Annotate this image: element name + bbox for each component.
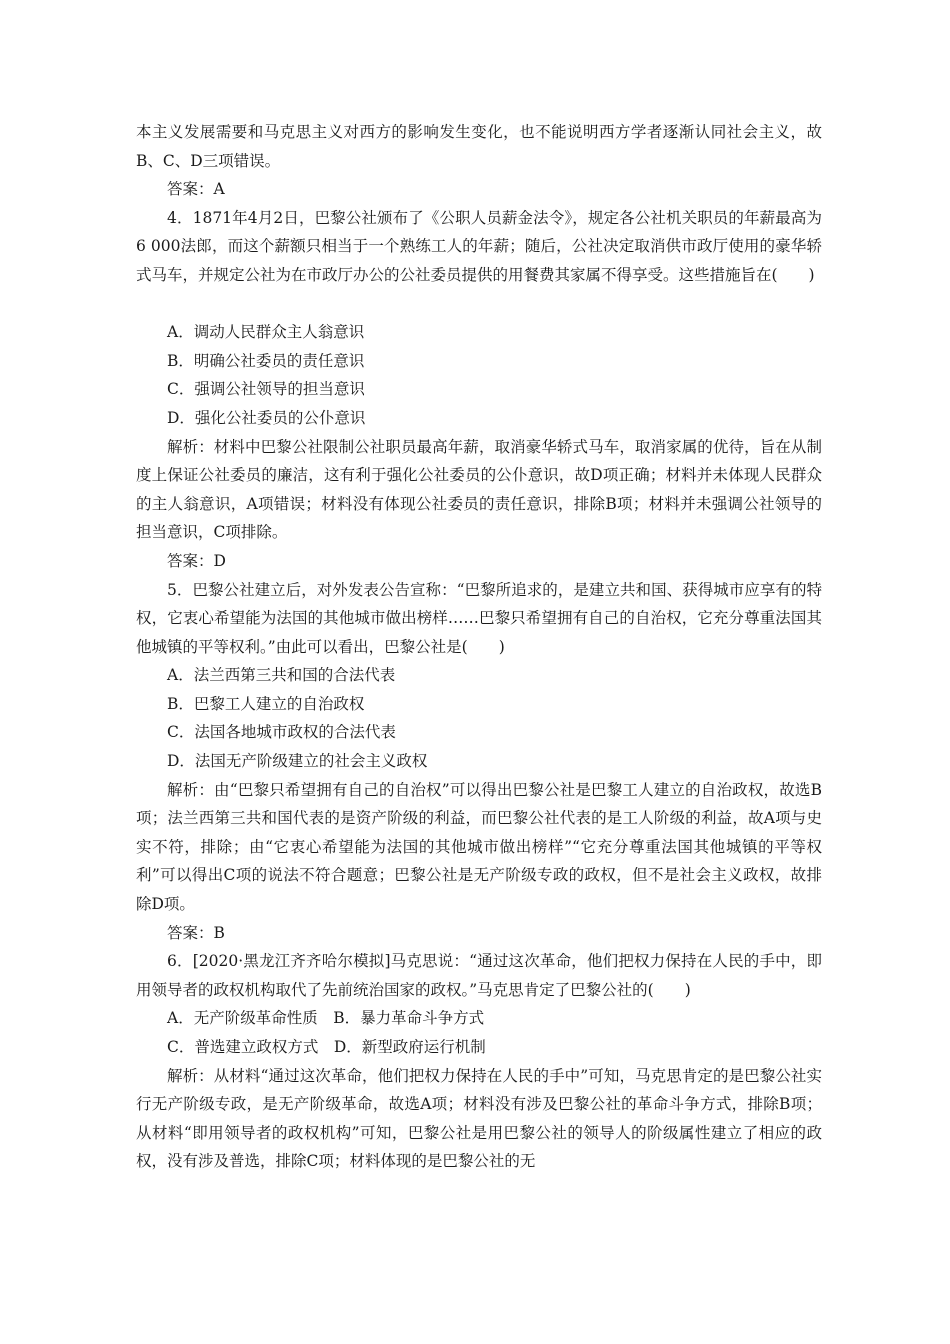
paragraph: 答案：A	[167, 180, 225, 199]
paragraph: 解析：从材料“通过这次革命，他们把权力保持在人民的手中”可知，马克思肯定的是巴黎公社实行无产阶级专政，是无产阶级革命，故选A项；材料没有涉及巴黎公社的革命斗争方式，排除B项；从材料“即用领导者的政权机构”可知，巴黎公社是用巴黎公社的领导人的阶级属性建立了相应的政权，没有涉及普选，排除C项；材料体现的是巴黎公社的无	[136, 1066, 822, 1171]
paragraph: A．法兰西第三共和国的合法代表	[167, 666, 396, 685]
paragraph: A．调动人民群众主人翁意识	[167, 323, 365, 342]
paragraph: 解析：由“巴黎只希望拥有自己的自治权”可以得出巴黎公社是巴黎工人建立的自治政权，故选B项；法兰西第三共和国代表的是资产阶级的利益，而巴黎公社代表的是工人阶级的利益，故A项与史实不符，排除；由“它衷心希望能为法国的其他城市做出榜样”“它充分尊重法国其他城镇的平等权利”可以得出C项的说法不符合题意；巴黎公社是无产阶级专政的政权，但不是社会主义政权，故排除D项。	[136, 780, 822, 914]
paragraph: 5．巴黎公社建立后，对外发表公告宣称：“巴黎所追求的，是建立共和国、获得城市应享有的特权，它衷心希望能为法国的其他城市做出榜样……巴黎只希望拥有自己的自治权，它充分尊重法国其他城镇的平等权利。”由此可以看出，巴黎公社是( )	[136, 580, 822, 656]
paragraph: 解析：材料中巴黎公社限制公社职员最高年薪，取消豪华轿式马车，取消家属的优待，旨在从制度上保证公社委员的廉洁，这有利于强化公社委员的公仆意识，故D项正确；材料并未体现人民群众的主人翁意识，A项错误；材料没有体现公社委员的责任意识，排除B项；材料并未强调公社领导的担当意识，C项排除。	[136, 437, 822, 542]
paragraph: D．强化公社委员的公仆意识	[167, 408, 366, 427]
paragraph: 本主义发展需要和马克思主义对西方的影响发生变化，也不能说明西方学者逐渐认同社会主义，故B、C、D三项错误。	[136, 123, 822, 170]
paragraph: D．法国无产阶级建立的社会主义政权	[167, 752, 428, 771]
paragraph: 答案：D	[167, 551, 226, 570]
paragraph: B．明确公社委员的责任意识	[167, 351, 365, 370]
paragraph: 4．1871年4月2日，巴黎公社颁布了《公职人员薪金法令》，规定各公社机关职员的年薪最高为6 000法郎，而这个薪额只相当于一个熟练工人的年薪；随后，公社决定取消供市政厅使用的豪华轿式马车，并规定公社为在市政厅办公的公社委员提供的用餐费其家属不得享受。这些措施旨在( )	[136, 208, 822, 284]
blank-line	[136, 290, 822, 319]
paragraph: 6．[2020·黑龙江齐齐哈尔模拟]马克思说：“通过这次革命，他们把权力保持在人民的手中，即用领导者的政权机构取代了先前统治国家的政权。”马克思肯定了巴黎公社的( )	[136, 952, 822, 999]
paragraph: C．法国各地城市政权的合法代表	[167, 723, 396, 742]
document-page	[136, 118, 822, 1176]
paragraph: C．强调公社领导的担当意识	[167, 380, 365, 399]
paragraph: A．无产阶级革命性质 B．暴力革命斗争方式	[167, 1009, 485, 1028]
paragraph: C．普选建立政权方式 D．新型政府运行机制	[167, 1038, 486, 1056]
paragraph: 答案：B	[167, 923, 225, 942]
paragraph: B．巴黎工人建立的自治政权	[167, 694, 365, 713]
